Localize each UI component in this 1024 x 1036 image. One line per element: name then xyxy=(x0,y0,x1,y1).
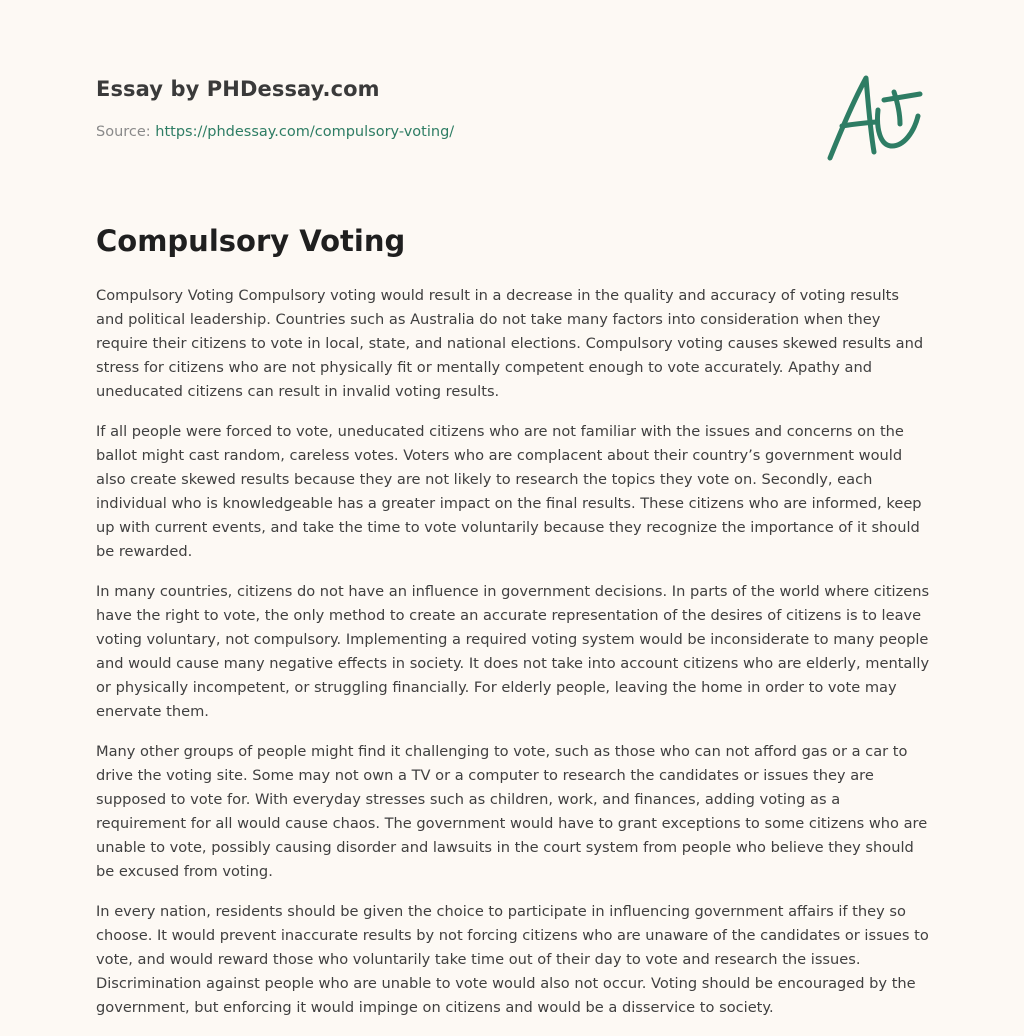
essay-body xyxy=(96,284,930,1036)
source-link[interactable]: https://phdessay.com/compulsory-voting/ xyxy=(155,124,455,140)
source-line xyxy=(96,124,454,140)
essay-paragraph: Many other groups of people might find it challenging to vote, such as those who can not afford gas or a car to drive the voting site. Some may not own a TV or a computer to research the candidates or issues they are supposed to vote for. With everyday stresses such as children, work, and finances, adding voting as a requirement for all would cause chaos. The government would have to grant exceptions to some citizens who are unable to vote, possibly causing disorder and lawsuits in the court system from people who believe they should be excused from voting. xyxy=(96,743,928,880)
essay-paragraph: Compulsory Voting Compulsory voting would result in a decrease in the quality and accuracy of voting results and political leadership. Countries such as Australia do not take many factors into consideration when they require their citizens to vote in local, state, and national elections. Compulsory voting causes skewed results and stress for citizens who are not physically fit or mentally competent enough to vote accurately. Apathy and uneducated citizens can result in invalid voting results. xyxy=(96,287,924,400)
essay-title: Compulsory Voting xyxy=(96,224,406,258)
essay-paragraph: In many countries, citizens do not have an influence in government decisions. In parts of the world where citizens have the right to vote, the only method to create an accurate representation of the desires of citizens is to leave voting voluntary, not compulsory. Implementing a required voting system would be inconsiderate to many people and would cause many negative effects in society. It does not take into account citizens who are elderly, mentally or physically incompetent, or struggling financially. For elderly people, leaving the home in order to vote may enervate them. xyxy=(96,583,930,720)
source-label: Source: xyxy=(96,124,151,140)
site-title: Essay by PHDessay.com xyxy=(96,77,380,101)
essay-paragraph: If all people were forced to vote, uneducated citizens who are not familiar with the issues and concerns on the ballot might cast random, careless votes. Voters who are complacent about their country’s government would also create skewed results because they are not likely to research the topics they vote on. Secondly, each individual who is knowledgeable has a greater impact on the final results. These citizens who are informed, keep up with current events, and take the time to vote voluntarily because they recognize the importance of it should be rewarded. xyxy=(96,423,922,560)
a-plus-logo-icon xyxy=(820,66,930,166)
essay-paragraph: In every nation, residents should be given the choice to participate in influencing government affairs if they so choose. It would prevent inaccurate results by not forcing citizens who are unaware of the candidates or issues to vote, and would reward those who voluntarily take time out of their day to vote and research the issues. Discrimination against people who are unable to vote would also not occur. Voting should be encouraged by the government, but enforcing it would impinge on citizens and would be a disservice to society. xyxy=(96,903,929,1016)
